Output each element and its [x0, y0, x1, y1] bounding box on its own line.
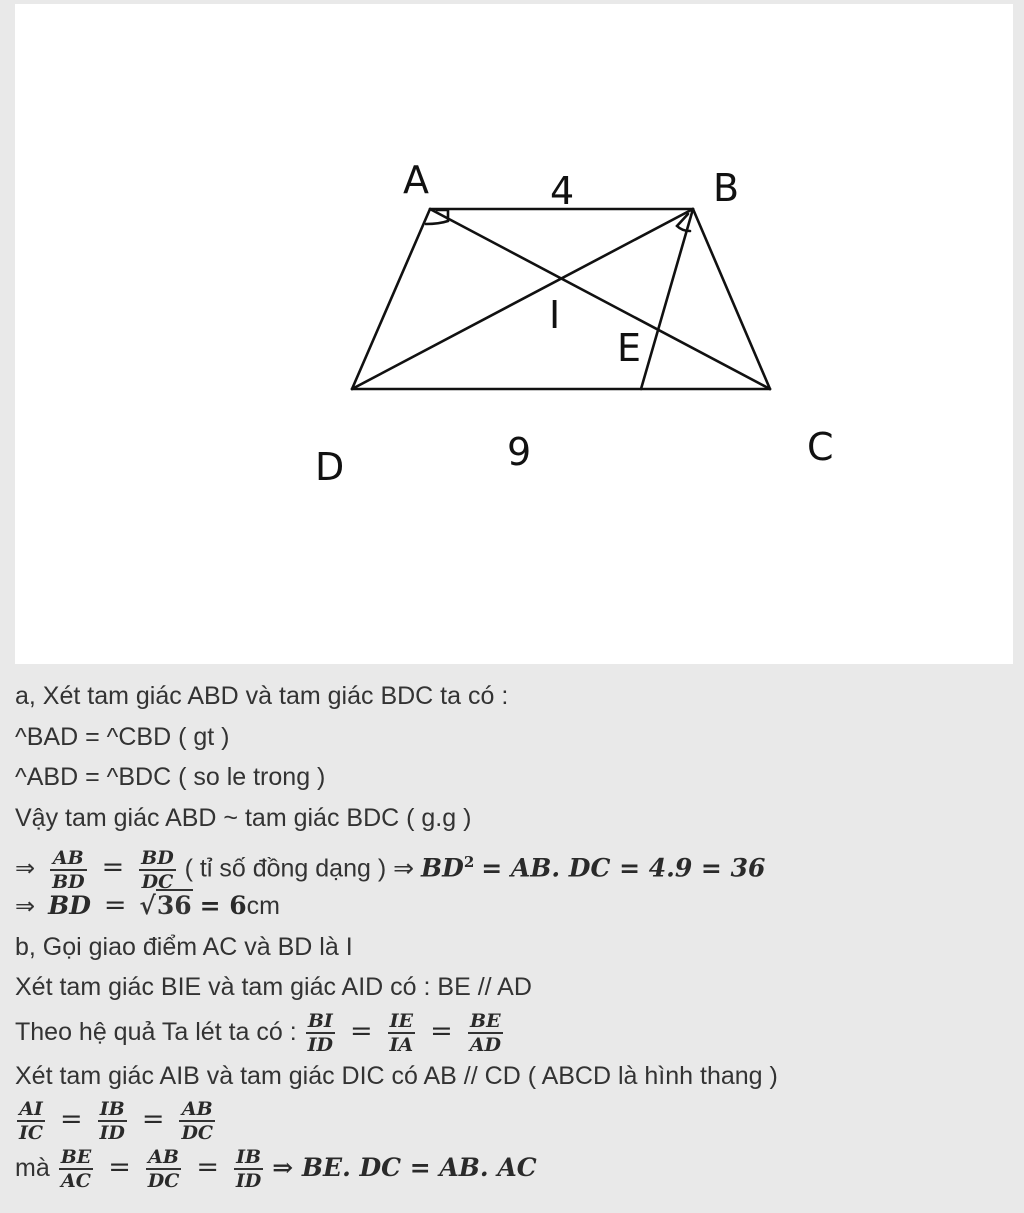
- sqrt-icon: √: [139, 891, 156, 920]
- diagonal-ac: [430, 209, 770, 389]
- fraction-be-ac: [59, 1147, 94, 1191]
- equals-sign: =: [141, 1104, 165, 1135]
- equals-sign: =: [103, 890, 127, 921]
- label-a: A: [403, 158, 429, 202]
- bd-term: BD: [421, 853, 464, 883]
- equals-sign: =: [349, 1015, 373, 1047]
- denominator: DC: [141, 870, 174, 893]
- implies-symbol: ⇒: [15, 892, 36, 920]
- fraction-ab-dc: [146, 1147, 182, 1191]
- denominator: DC: [147, 1170, 180, 1193]
- solution-line-2: ^BAD = ^CBD ( gt ): [15, 722, 230, 751]
- equals-sign: =: [196, 1152, 219, 1183]
- numerator: IB: [98, 1099, 127, 1122]
- denominator: ID: [235, 1170, 262, 1193]
- exponent: 2: [463, 853, 475, 871]
- label-e: E: [617, 326, 642, 370]
- numerator: AB: [179, 1099, 215, 1122]
- denominator: IA: [389, 1033, 414, 1056]
- solution-line-6: [15, 886, 1010, 927]
- solution-line-8: Xét tam giác BIE và tam giác AID có : BE // AD: [15, 973, 532, 1001]
- denominator: ID: [99, 1122, 125, 1145]
- equals-sign: =: [430, 1015, 453, 1047]
- denominator: IC: [19, 1122, 44, 1145]
- solution-text: [15, 676, 1010, 1192]
- denominator: ID: [307, 1033, 334, 1056]
- side-da: [352, 209, 430, 389]
- denominator: AC: [61, 1170, 91, 1193]
- solution-line-5: [15, 838, 1010, 893]
- solution-line-7: b, Gọi giao điểm AC và BD là I: [15, 932, 353, 961]
- numerator: BD: [141, 846, 174, 869]
- fraction-ib-id: [98, 1099, 127, 1143]
- numerator: IE: [388, 1011, 416, 1034]
- label-d: D: [315, 445, 345, 489]
- solution-line-12: [15, 1144, 1010, 1192]
- ratio-note: ( tỉ số đồng dạng ) ⇒: [184, 854, 415, 883]
- equals-sign: =: [59, 1104, 83, 1135]
- fraction-bi-id: [306, 1011, 335, 1055]
- label-b: B: [713, 166, 740, 210]
- numerator: BE: [60, 1146, 92, 1169]
- trapezoid-figure: [15, 4, 1013, 664]
- numerator: AB: [146, 1147, 182, 1170]
- equals-sign: =: [101, 852, 125, 884]
- numerator: IB: [234, 1147, 263, 1170]
- solution-line-11: [15, 1096, 1010, 1144]
- numerator: AI: [17, 1099, 45, 1122]
- implies-symbol: ⇒: [15, 854, 36, 883]
- denominator: DC: [181, 1122, 214, 1145]
- fraction-ab-dc: [179, 1099, 215, 1143]
- label-c: C: [807, 425, 834, 469]
- conclusion: ⇒ BE. DC = AB. AC: [272, 1153, 537, 1182]
- solution-line-4: Vậy tam giác ABD ~ tam giác BDC ( g.g ): [15, 803, 472, 832]
- radicand: 36: [156, 891, 192, 920]
- fraction-ib-id: [234, 1147, 263, 1191]
- fraction-ie-ia: [388, 1011, 416, 1055]
- label-top-length: 4: [550, 169, 575, 213]
- unit: cm: [246, 892, 280, 920]
- equals-sign: =: [108, 1152, 131, 1183]
- segment-be: [641, 209, 693, 389]
- bd-term: BD: [48, 891, 91, 920]
- fraction-be-ad: [468, 1011, 503, 1055]
- thales-text: Theo hệ quả Ta lét ta có :: [15, 1017, 297, 1046]
- root-result: = 6: [199, 891, 247, 920]
- label-i: I: [549, 293, 561, 337]
- numerator: BE: [468, 1011, 503, 1034]
- solution-line-1: a, Xét tam giác ABD và tam giác BDC ta có :: [15, 682, 509, 710]
- solution-line-10: Xét tam giác AIB và tam giác DIC có AB // CD ( ABCD là hình thang ): [15, 1061, 778, 1090]
- figure-panel: [15, 4, 1013, 664]
- diagonal-bd: [352, 209, 693, 389]
- side-bc: [693, 209, 770, 389]
- denominator: BD: [52, 870, 85, 893]
- ma-text: mà: [15, 1154, 50, 1182]
- label-bottom-length: 9: [507, 430, 532, 474]
- numerator: AB: [50, 848, 87, 871]
- fraction-ai-ic: [17, 1099, 45, 1143]
- solution-line-3: ^ABD = ^BDC ( so le trong ): [15, 763, 326, 791]
- numerator: BI: [306, 1011, 335, 1034]
- denominator: AD: [469, 1033, 501, 1056]
- product-result: = AB. DC = 4.9 = 36: [481, 853, 766, 883]
- solution-line-9: [15, 1008, 1010, 1056]
